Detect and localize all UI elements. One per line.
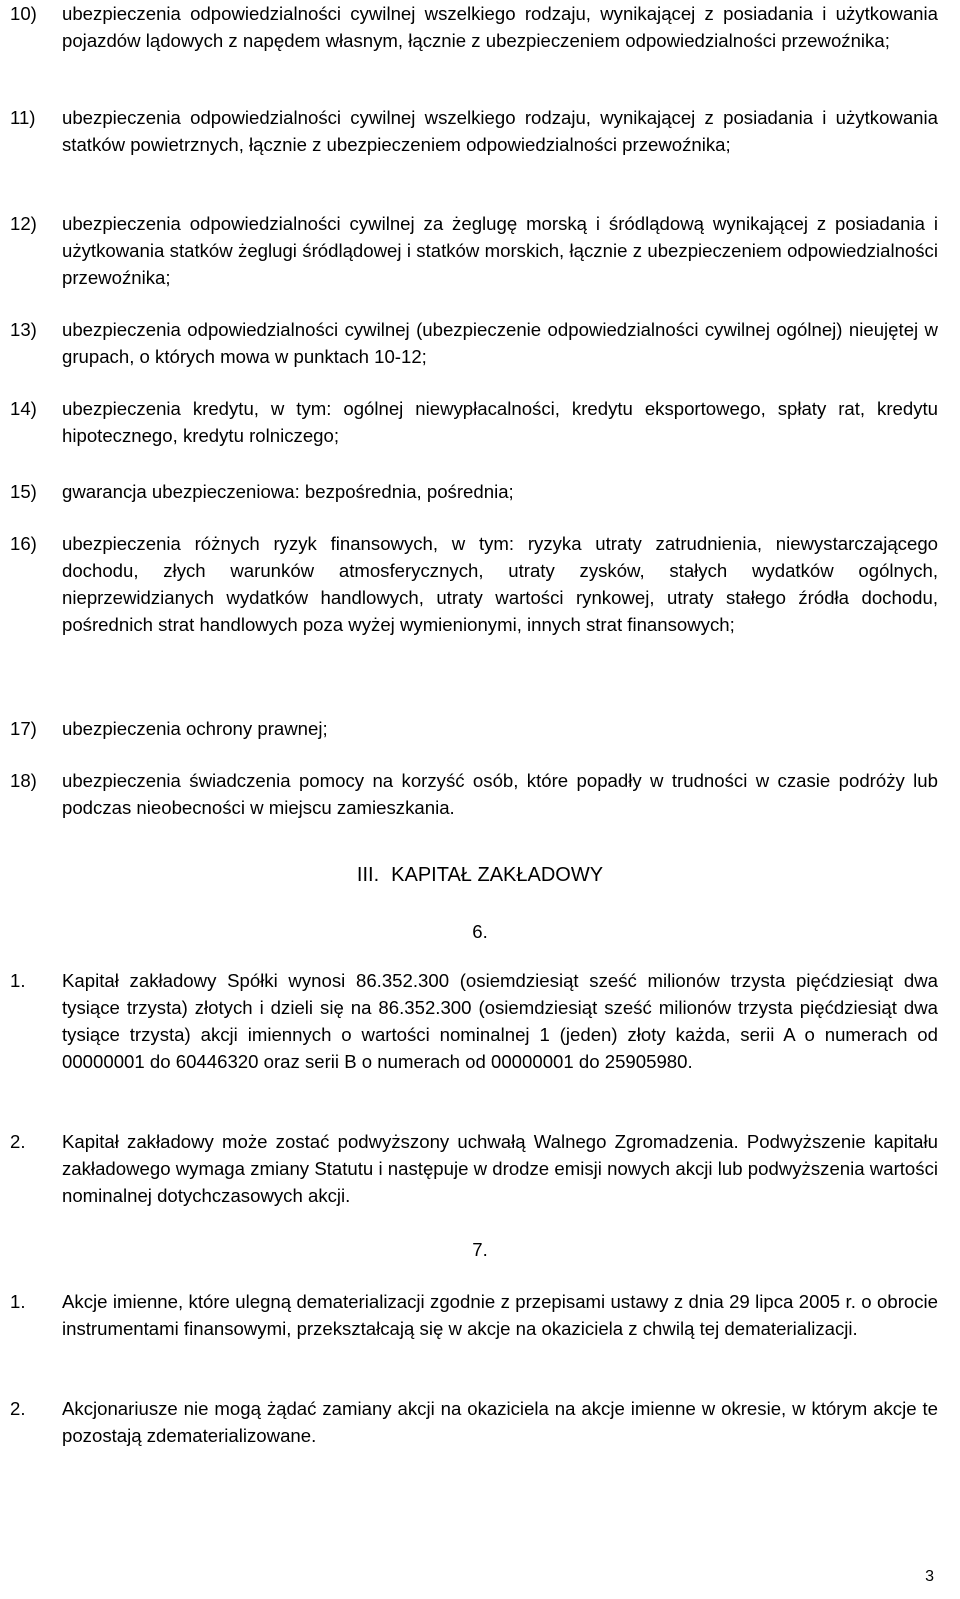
list-item	[10, 395, 938, 449]
section-mark-7	[0, 1236, 960, 1263]
section-label: 7.	[472, 1239, 488, 1260]
section-point	[10, 1395, 938, 1449]
section-point	[10, 1128, 938, 1209]
chapter-title: KAPITAŁ ZAKŁADOWY	[391, 864, 604, 886]
page-number: 3	[925, 1568, 934, 1585]
chapter-number: III.	[356, 864, 380, 886]
point-number: 2.	[10, 1398, 26, 1419]
item-number: 15)	[10, 481, 37, 502]
list-item	[10, 0, 938, 54]
item-text: ubezpieczenia ochrony prawnej;	[62, 718, 328, 739]
item-number: 11)	[10, 107, 36, 128]
item-number: 12)	[10, 213, 37, 234]
point-number: 2.	[10, 1131, 26, 1152]
item-number: 14)	[10, 398, 37, 419]
item-number: 13)	[10, 319, 37, 340]
section-point	[10, 967, 938, 1075]
item-text: ubezpieczenia odpowiedzialności cywilnej wszelkiego rodzaju, wynikającej z posiadania i użytkowania pojazdów lądowych z napędem własnym, łącznie z ubezpieczeniem odpowiedzialności przewoźnika;	[62, 3, 938, 51]
item-number: 17)	[10, 718, 37, 739]
section-label: 6.	[472, 921, 488, 942]
list-item	[10, 478, 938, 505]
list-item	[10, 104, 938, 158]
item-text: gwarancja ubezpieczeniowa: bezpośrednia, pośrednia;	[62, 481, 514, 502]
list-item	[10, 530, 938, 638]
item-text: ubezpieczenia odpowiedzialności cywilnej (ubezpieczenie odpowiedzialności cywilnej ogólnej) nieujętej w grupach, o których mowa w punktach 10-12;	[62, 319, 938, 367]
item-text: ubezpieczenia odpowiedzialności cywilnej wszelkiego rodzaju, wynikającej z posiadania i użytkowania statków powietrznych, łącznie z ubezpieczeniem odpowiedzialności przewoźnika;	[62, 107, 938, 155]
point-number: 1.	[10, 1291, 26, 1312]
item-number: 10)	[10, 3, 37, 24]
list-item	[10, 767, 938, 821]
list-item	[10, 210, 938, 291]
section-mark-6	[0, 918, 960, 945]
item-text: ubezpieczenia kredytu, w tym: ogólnej niewypłacalności, kredytu eksportowego, spłaty rat, kredytu hipotecznego, kredytu rolniczego;	[62, 398, 938, 446]
point-text: Akcje imienne, które ulegną dematerializacji zgodnie z przepisami ustawy z dnia 29 lipca 2005 r. o obrocie instrumentami finansowymi, przekształcają się w akcje na okaziciela z chwilą tej dematerializacji.	[62, 1291, 938, 1339]
list-item	[10, 715, 938, 742]
item-text: ubezpieczenia różnych ryzyk finansowych, w tym: ryzyka utraty zatrudnienia, niewystarczającego dochodu, złych warunków atmosferycznych, utraty zysków, stałych wydatków ogólnych, nieprzewidzianych wydatków handlowych, utraty wartości rynkowej, utraty stałego źródła dochodu, pośrednich strat handlowych poza wyżej wymienionymi, innych strat finansowych;	[62, 533, 938, 635]
chapter-heading	[0, 862, 960, 889]
item-number: 16)	[10, 533, 37, 554]
point-text: Kapitał zakładowy Spółki wynosi 86.352.300 (osiemdziesiąt sześć milionów trzysta pięćdziesiąt dwa tysiące trzysta) złotych i dzieli się na 86.352.300 (osiemdziesiąt sześć milionów trzysta pięćdziesiąt dwa tysiące trzysta) akcji imiennych o wartości nominalnej 1 (jeden) złoty każda, serii A o numerach od 00000001 do 60446320 oraz serii B o numerach od 00000001 do 25905980.	[62, 970, 938, 1072]
item-text: ubezpieczenia odpowiedzialności cywilnej za żeglugę morską i śródlądową wynikającej z posiadania i użytkowania statków żeglugi śródlądowej i statków morskich, łącznie z ubezpieczeniem odpowiedzialności przewoźnika;	[62, 213, 938, 288]
item-text: ubezpieczenia świadczenia pomocy na korzyść osób, które popadły w trudności w czasie podróży lub podczas nieobecności w miejscu zamieszkania.	[62, 770, 938, 818]
point-number: 1.	[10, 970, 26, 991]
point-text: Akcjonariusze nie mogą żądać zamiany akcji na okaziciela na akcje imienne w okresie, w którym akcje te pozostają zdematerializowane.	[62, 1398, 938, 1446]
point-text: Kapitał zakładowy może zostać podwyższony uchwałą Walnego Zgromadzenia. Podwyższenie kapitału zakładowego wymaga zmiany Statutu i następuje w drodze emisji nowych akcji lub podwyższenia wartości nominalnej dotychczasowych akcji.	[62, 1131, 938, 1206]
section-point	[10, 1288, 938, 1342]
item-number: 18)	[10, 770, 37, 791]
list-item	[10, 316, 938, 370]
